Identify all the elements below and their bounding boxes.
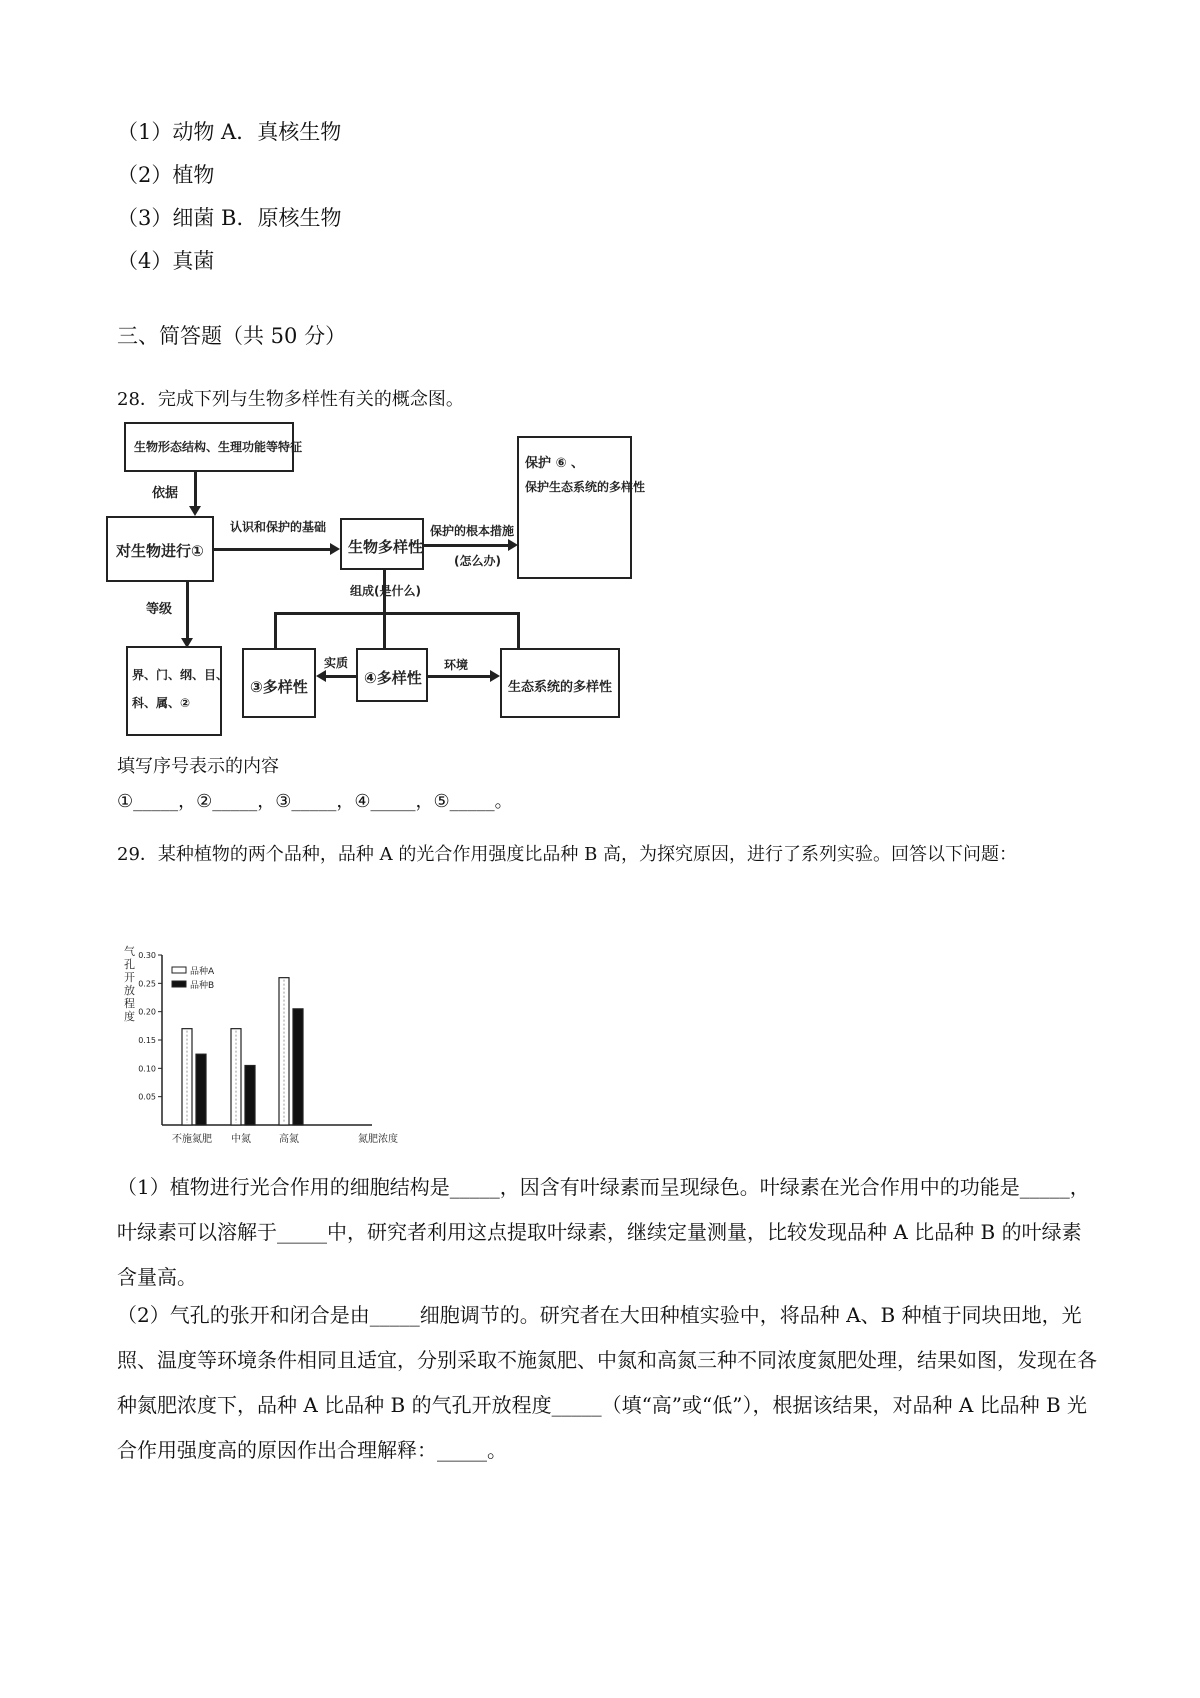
box-ecosystem-text: 生态系统的多样性 [508,680,613,695]
box-div3 [242,648,316,718]
y-tick-label: 0.15 [138,1036,156,1045]
chart-ylabel-char: 孔 [124,958,135,971]
label-how: (怎么办) [454,554,501,568]
box-protect-line2: 保护生态系统的多样性 [525,480,646,494]
bar-variety-b [245,1066,255,1126]
box-div3-text: ③多样性 [250,678,308,696]
concept-diagram [112,418,692,748]
bar-variety-b [196,1054,206,1125]
chart-ylabel-char: 度 [124,1010,135,1023]
box-protect-line1: 保护 ⑥ 、 [525,456,585,471]
label-composition: 组成(是什么) [350,584,421,598]
chart-ylabel-char: 放 [124,984,135,997]
section-title: 三、简答题（共 50 分） [117,324,347,348]
label-environment: 环境 [444,658,469,672]
legend-swatch [172,981,186,987]
box-biodiversity [340,518,424,570]
option-1: （1）动物 A．真核生物 [117,120,342,144]
q28-stem: 28．完成下列与生物多样性有关的概念图。 [117,389,464,410]
chart-ylabel-char: 气 [124,945,135,958]
x-tick-label: 高氮 [279,1134,299,1145]
box-biodiversity-text: 生物多样性 [348,538,424,556]
y-tick-label: 0.30 [138,951,156,960]
y-tick-label: 0.25 [138,979,156,989]
box-ecosystem [500,648,620,718]
chart-xlabel: 氮肥浓度 [358,1134,398,1145]
x-tick-label: 中氮 [231,1134,251,1145]
box-features-text: 生物形态结构、生理功能等特征 [134,440,303,454]
legend-label: 品种A [190,967,215,977]
option-2: （2）植物 [117,163,215,187]
q28-fill-prompt: 填写序号表示的内容 [117,756,279,777]
box-div4-text: ④多样性 [364,669,422,687]
chart-ylabel-char: 开 [124,971,135,984]
y-tick-label: 0.10 [138,1064,156,1074]
legend-swatch [172,967,186,973]
box-protect [517,436,646,579]
label-basis: 依据 [152,486,179,501]
q29-part1: （1）植物进行光合作用的细胞结构是_____，因含有叶绿素而呈现绿色。叶绿素在光合作用中的功能是_____，叶绿素可以溶解于_____中，研究者利用这点提取叶绿素，继续定量测量，比较发现品种 A 比品种 B 的叶绿素含量高。 [117,1175,1090,1289]
legend-label: 品种B [190,981,215,991]
box-levels-line2: 科、属、② [132,696,191,710]
label-recognize: 认识和保护的基础 [230,520,327,534]
box-levels [126,646,229,736]
box-div4 [356,648,428,702]
bar-variety-b [293,1009,303,1125]
option-4: （4）真菌 [117,249,215,273]
label-grade: 等级 [146,602,173,617]
label-essence: 实质 [324,656,349,670]
x-tick-label: 不施氮肥 [172,1134,212,1145]
y-tick-label: 0.05 [138,1092,156,1102]
q28-blanks: ①_____，②_____，③_____，④_____，⑤_____。 [117,791,513,812]
box-classify-text: 对生物进行① [116,542,204,560]
q29-stem: 29．某种植物的两个品种，品种 A 的光合作用强度比品种 B 高，为探究原因，进行了系列实验。回答以下问题： [117,844,1018,865]
chart-ylabel-char: 程 [124,997,135,1010]
option-3: （3）细菌 B．原核生物 [117,206,342,230]
box-classify [106,516,214,582]
y-tick-label: 0.20 [138,1007,156,1017]
q29-part2: （2）气孔的张开和闭合是由_____细胞调节的。研究者在大田种植实验中，将品种 A、B 种植于同块田地，光照、温度等环境条件相同且适宜，分别采取不施氮肥、中氮和高氮三种不同浓度氮肥处理，结果如图，发现在各种氮肥浓度下，品种 A 比品种 B 的气孔开放程度_____（填“高”或“低”），根据该结果，对品种 A 比品种 B 光合作用强度高的原因作出合理解释：_____。 [117,1303,1097,1462]
chart-ylabel [124,944,135,1023]
stomata-chart [112,935,412,1155]
label-measure: 保护的根本措施 [430,524,515,538]
box-features [124,422,303,472]
box-levels-line1: 界、门、纲、目、 [132,668,229,682]
